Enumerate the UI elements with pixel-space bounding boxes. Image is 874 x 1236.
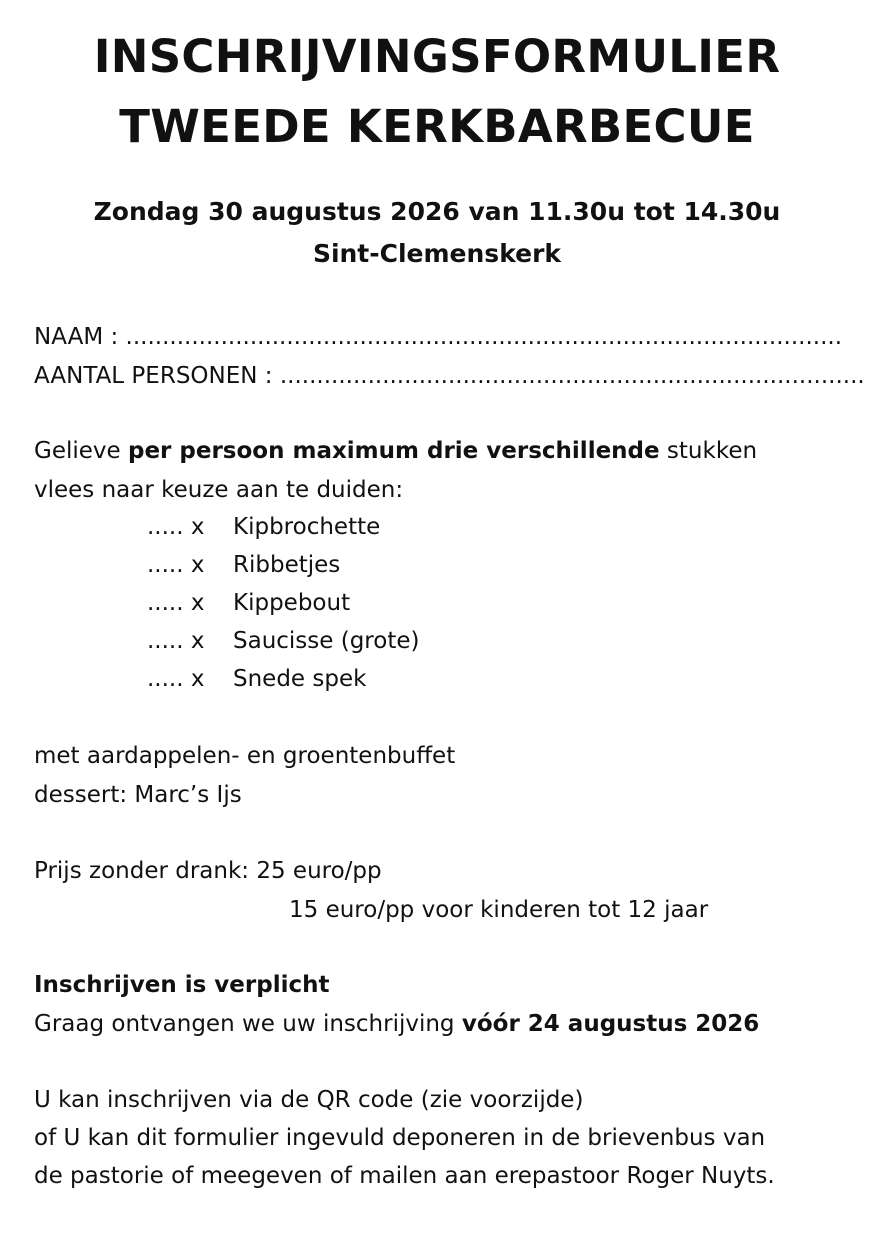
meat-qty: ..... x — [147, 666, 205, 692]
buffet-text: met aardappelen- en groentenbuffet — [34, 743, 456, 769]
howto-line-1: U kan inschrijven via de QR code (zie voorzijde) — [34, 1087, 584, 1113]
deadline-date: vóór 24 augustus 2026 — [461, 1011, 760, 1037]
meat-qty: ..... x — [147, 552, 205, 578]
howto-line-3: de pastorie of meegeven of mailen aan erepastoor Roger Nuyts. — [34, 1163, 775, 1189]
dessert-text: dessert: Marc’s Ijs — [34, 782, 242, 808]
instructions-post: stukken — [659, 438, 758, 464]
event-location: Sint-Clemenskerk — [312, 239, 562, 268]
instructions-line-2: vlees naar keuze aan te duiden: — [34, 477, 404, 503]
meat-qty: ..... x — [147, 514, 205, 540]
name-field: NAAM : .................................................................................................. — [34, 324, 843, 350]
deadline-pre: Graag ontvangen we uw inschrijving — [34, 1011, 462, 1037]
howto-line-2: of U kan dit formulier ingevuld deponeren in de brievenbus van — [34, 1125, 766, 1151]
price-line-1: Prijs zonder drank: 25 euro/pp — [34, 858, 382, 884]
meat-name: Kippebout — [233, 590, 351, 616]
meat-name: Ribbetjes — [233, 552, 341, 578]
form-title-line-1: INSCHRIJVINGSFORMULIER — [93, 30, 781, 83]
instructions-pre: Gelieve — [34, 438, 128, 464]
meat-name: Snede spek — [233, 666, 367, 692]
form-title-line-2: TWEEDE KERKBARBECUE — [119, 100, 755, 153]
meat-row — [147, 546, 340, 584]
meat-row — [147, 622, 419, 660]
meat-row — [147, 584, 350, 622]
price-line-2: 15 euro/pp voor kinderen tot 12 jaar — [289, 897, 709, 923]
registration-deadline — [34, 1005, 759, 1043]
meat-row — [147, 660, 366, 698]
meat-qty: ..... x — [147, 628, 205, 654]
meat-row — [147, 508, 380, 546]
meat-qty: ..... x — [147, 590, 205, 616]
instructions-line-1 — [34, 432, 757, 470]
event-date: Zondag 30 augustus 2026 van 11.30u tot 14.30u — [93, 197, 781, 226]
registration-required: Inschrijven is verplicht — [34, 972, 330, 998]
meat-name: Saucisse (grote) — [233, 628, 420, 654]
persons-field: AANTAL PERSONEN : ................................................................................ — [34, 363, 865, 389]
instructions-bold: per persoon maximum drie verschillende — [127, 438, 660, 464]
meat-name: Kipbrochette — [233, 514, 381, 540]
